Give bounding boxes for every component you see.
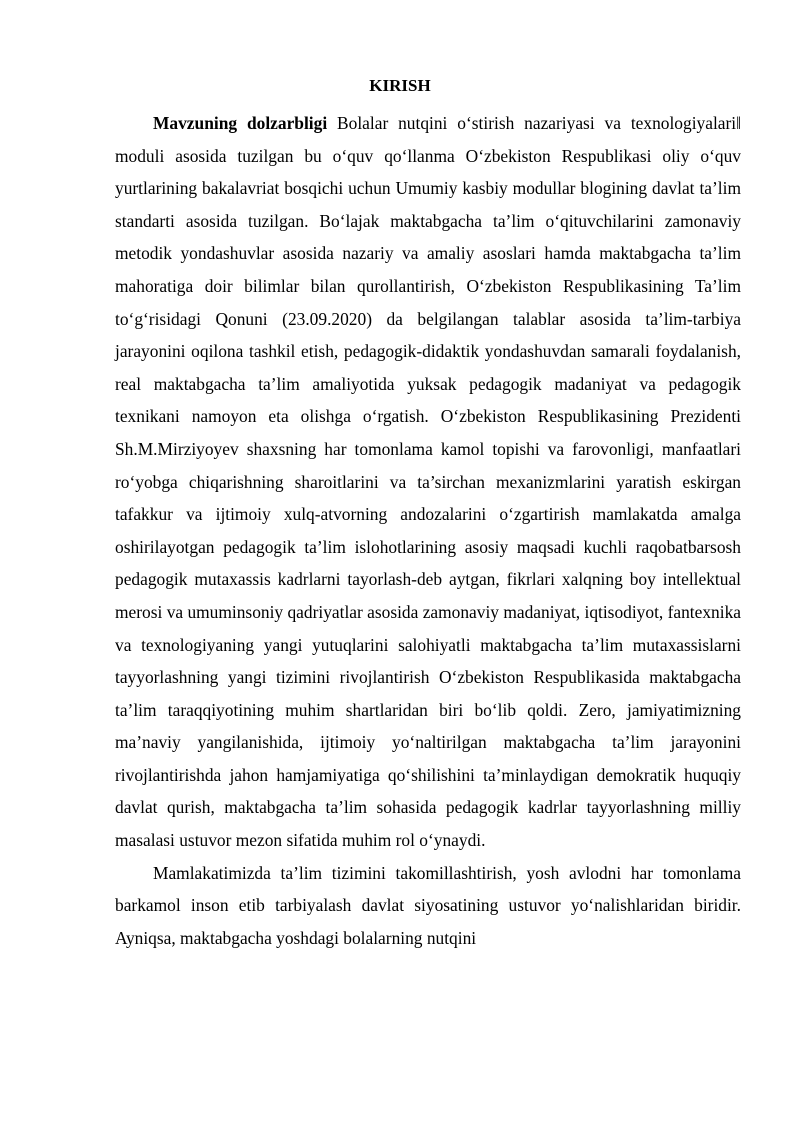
paragraph-text: Bolalar nutqini o‘stirish nazariyasi va texnologiyalari‖ moduli asosida tuzilgan bu o‘quv qo‘llanma O‘zbekiston Respublikasi oliy o‘quv yurtlarining bakalavriat bosqichi uchun Umumiy kasbiy modullar blogining davlat ta’lim standarti asosida tuzilgan. Bo‘lajak maktabgacha ta’lim o‘qituvchilarini zamonaviy metodik yondashuvlar asosida nazariy va amaliy asoslari hamda maktabgacha ta’lim mahoratiga doir bilimlar bilan qurollantirish, O‘zbekiston Respublikasining Ta’lim to‘g‘risidagi Qonuni (23.09.2020) da belgilangan talablar asosida ta’lim-tarbiya jarayonini oqilona tashkil etish, pedagogik-didaktik yondashuvdan samarali foydalanish, real maktabgacha ta’lim amaliyotida yuksak pedagogik madaniyat va pedagogik texnikani namoyon eta olishga o‘rgatish. O‘zbekiston Respublikasining Prezidenti Sh.M.Mirziyoyev shaxsning har tomonlama kamol topishi va farovonligi, manfaatlari ro‘yobga chiqarishning sharoitlarini va ta’sirchan mexanizmlarini yaratish eskirgan tafakkur va ijtimoiy xulq-atvorning andozalarini o‘zgartirish mamlakatda amalga oshirilayotgan pedagogik ta’lim islohotlarining asosiy maqsadi kuchli raqobatbarsosh pedagogik mutaxassis kadrlarni tayorlash-deb aytgan, fikrlari xalqning boy intellektual merosi va umuminsoniy qadriyatlar asosida zamonaviy madaniyat, iqtisodiyot, fantexnika va texnologiyaning yangi yutuqlarini salohiyatli maktabgacha ta’lim mutaxassislarni tayyorlashning yangi tizimini rivojlantirish O‘zbekiston Respublikasida maktabgacha ta’lim taraqqiyotining muhim shartlaridan biri bo‘lib qoldi. Zero, jamiyatimizning ma’naviy yangilanishida, ijtimoiy yo‘naltirilgan maktabgacha ta’lim jarayonini rivojlantirishda jahon hamjamiyatiga qo‘shilishini ta’minlaydigan demokratik huquqiy davlat qurish, maktabgacha ta’lim sohasida pedagogik kadrlar tayyorlashning milliy masalasi ustuvor mezon sifatida muhim rol o‘ynaydi. bbox=[115, 113, 741, 851]
paragraph-education-system bbox=[115, 857, 741, 955]
paragraph-relevance bbox=[115, 107, 741, 857]
section-heading: KIRISH bbox=[369, 76, 431, 95]
document-body bbox=[115, 107, 741, 954]
paragraph-text: Mamlakatimizda ta’lim tizimini takomillashtirish, yosh avlodni har tomonlama barkamol inson etib tarbiyalash davlat siyosatining ustuvor yo‘nalishlaridan biridir. Ayniqsa, maktabgacha yoshdagi bolalarning nutqini bbox=[115, 862, 741, 948]
paragraph-lead: Mavzuning dolzarbligi bbox=[153, 113, 328, 133]
